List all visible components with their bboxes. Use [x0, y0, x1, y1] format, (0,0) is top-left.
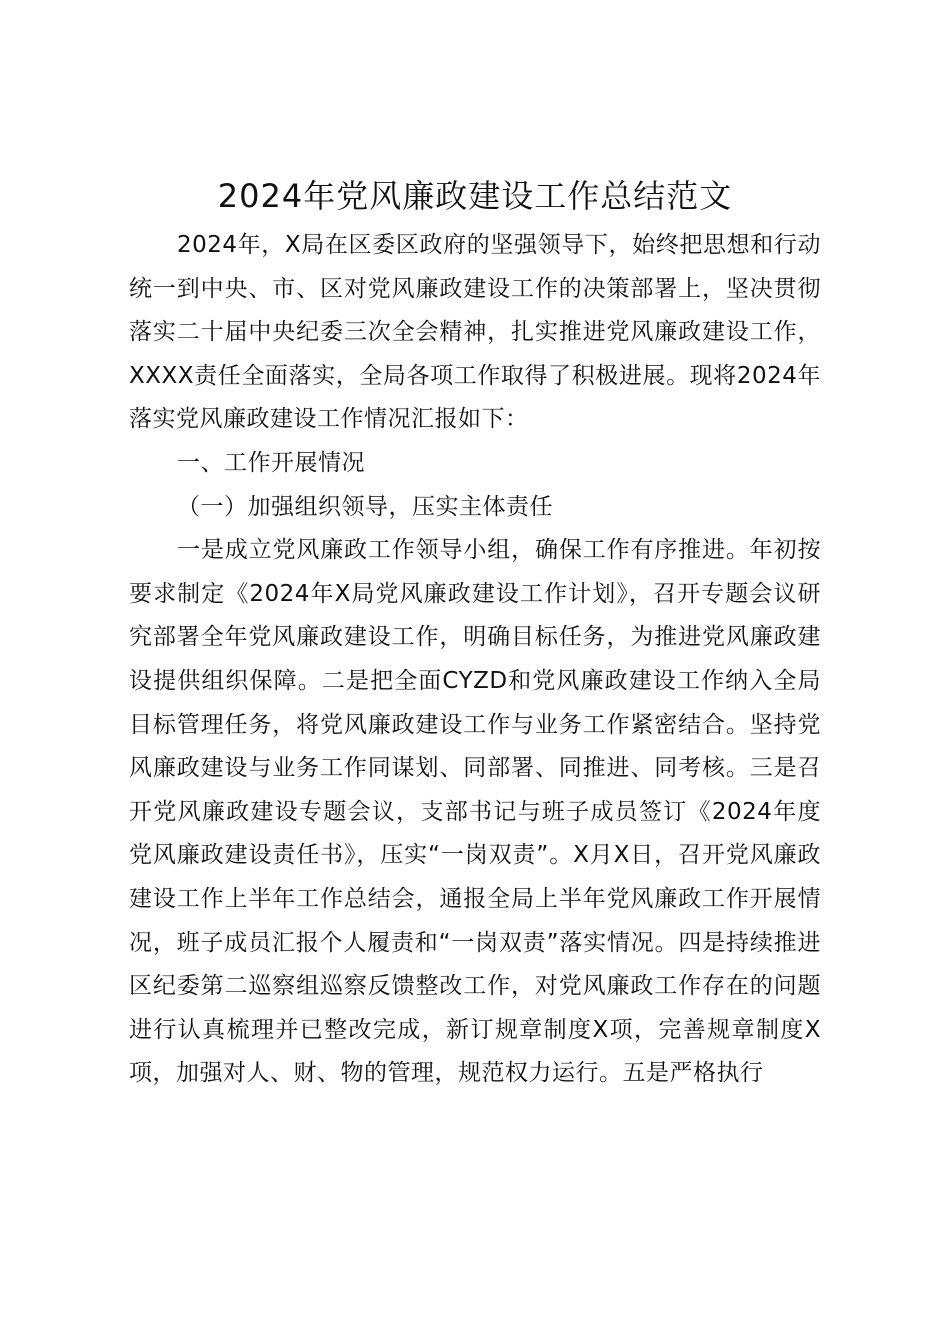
body-paragraph: 一是成立党风廉政工作领导小组，确保工作有序推进。年初按要求制定《2024年X局党风廉政建设工作计划》，召开专题会议研究部署全年党风廉政建设工作，明确目标任务，为推进党风廉政建设提供组织保障。二是把全面CYZD和党风廉政建设工作纳入全局目标管理任务，将党风廉政建设工作与业务工作紧密结合。坚持党风廉政建设与业务工作同谋划、同部署、同推进、同考核。三是召开党风廉政建设专题会议，支部书记与班子成员签订《2024年度党风廉政建设责任书》，压实“一岗双责”。X月X日，召开党风廉政建设工作上半年工作总结会，通报全局上半年党风廉政工作开展情况，班子成员汇报个人履责和“一岗双责”落实情况。四是持续推进区纪委第二巡察组巡察反馈整改工作，对党风廉政工作存在的问题进行认真梳理并已整改完成，新订规章制度X项，完善规章制度X项，加强对人、财、物的管理，规范权力运行。五是严格执行	[129, 537, 821, 1087]
document-body	[129, 224, 821, 1096]
subsection-heading: （一）加强组织领导，压实主体责任	[177, 493, 553, 520]
intro-paragraph: 2024年，X局在区委区政府的坚强领导下，始终把思想和行动统一到中央、市、区对党风廉政建设工作的决策部署上，坚决贯彻落实二十届中央纪委三次全会精神，扎实推进党风廉政建设工作，XXXX责任全面落实，全局各项工作取得了积极进展。现将2024年落实党风廉政建设工作情况汇报如下：	[129, 232, 821, 433]
document-title: 2024年党风廉政建设工作总结范文	[217, 177, 733, 215]
section-heading: 一、工作开展情况	[177, 449, 365, 476]
